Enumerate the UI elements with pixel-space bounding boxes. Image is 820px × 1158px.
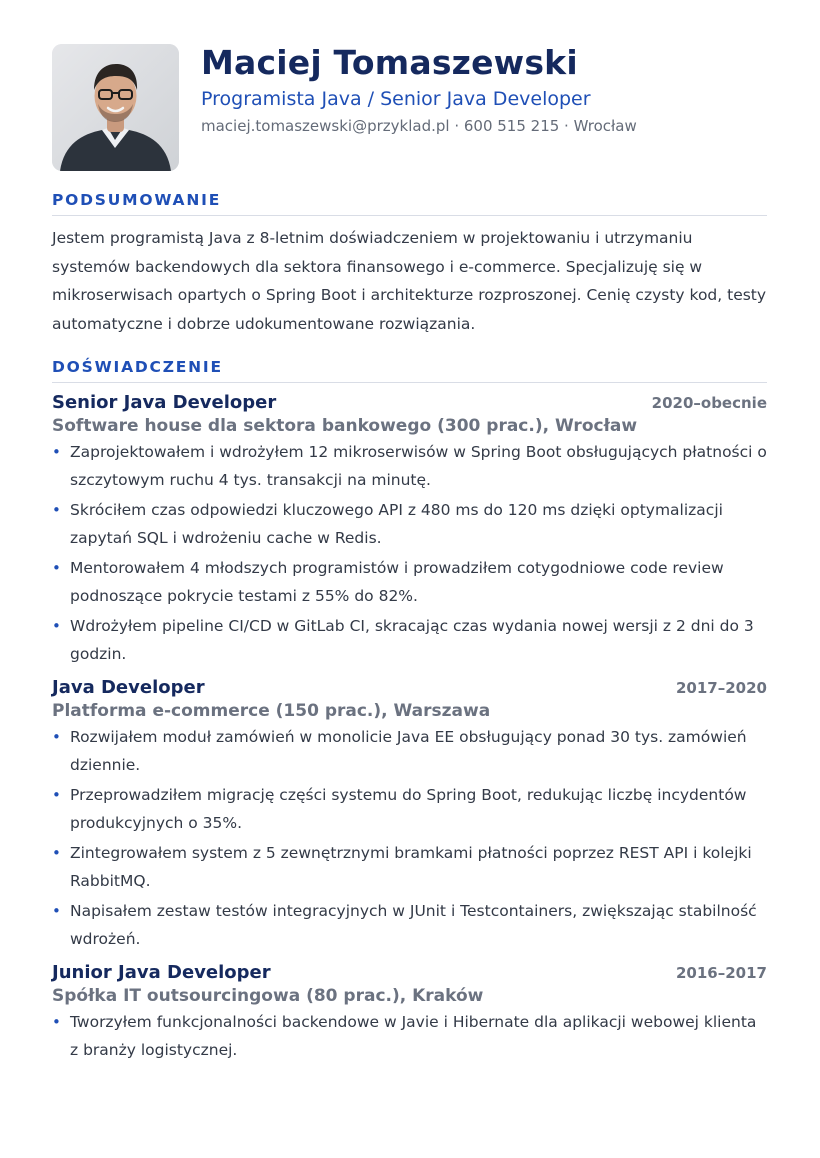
job-bullet-text: Zaprojektowałem i wdrożyłem 12 mikroserwisów w Spring Boot obsługujących płatności o szczytowym ruchu 4 tys. transakcji na minutę.	[70, 443, 767, 489]
job-bullet-text: Zintegrowałem system z 5 zewnętrznymi bramkami płatności poprzez REST API i kolejki RabbitMQ.	[70, 844, 752, 890]
job-company: Spółka IT outsourcingowa (80 prac.), Kraków	[52, 986, 484, 1006]
resume-header	[52, 44, 767, 171]
job-dates: 2020–obecnie	[651, 394, 767, 412]
job-company: Software house dla sektora bankowego (300 prac.), Wrocław	[52, 416, 638, 436]
bullet-dot-icon: •	[52, 559, 61, 577]
job-entry	[52, 392, 767, 668]
bullet-dot-icon: •	[52, 728, 61, 746]
bullet-dot-icon: •	[52, 902, 61, 920]
job-dates: 2017–2020	[676, 679, 767, 697]
candidate-name: Maciej Tomaszewski	[201, 43, 578, 82]
job-header	[52, 962, 767, 984]
job-title: Junior Java Developer	[52, 962, 271, 983]
candidate-role: Programista Java / Senior Java Developer	[201, 88, 591, 110]
job-bullet-text: Wdrożyłem pipeline CI/CD w GitLab CI, skracając czas wydania nowej wersji z 2 dni do 3 godzin.	[70, 617, 754, 663]
job-entry	[52, 962, 767, 1064]
job-bullet-text: Napisałem zestaw testów integracyjnych w JUnit i Testcontainers, zwiększając stabilność wdrożeń.	[70, 902, 757, 948]
job-title: Java Developer	[52, 677, 205, 698]
job-bullet-text: Przeprowadziłem migrację części systemu do Spring Boot, redukując liczbę incydentów produkcyjnych o 35%.	[70, 786, 747, 832]
job-bullet	[52, 1009, 767, 1064]
job-bullet-text: Skróciłem czas odpowiedzi kluczowego API z 480 ms do 120 ms dzięki optymalizacji zapytań SQL i wdrożeniu cache w Redis.	[70, 501, 723, 547]
job-bullets	[52, 439, 767, 668]
job-entry	[52, 677, 767, 953]
bullet-dot-icon: •	[52, 786, 61, 804]
profile-photo-illustration	[52, 44, 179, 171]
profile-photo	[52, 44, 179, 171]
summary-section	[52, 191, 767, 338]
contact-line: maciej.tomaszewski@przyklad.pl · 600 515 215 · Wrocław	[201, 117, 637, 135]
job-bullet	[52, 898, 767, 953]
summary-heading: PODSUMOWANIE	[52, 191, 767, 216]
job-bullet-text: Rozwijałem moduł zamówień w monolicie Java EE obsługujący ponad 30 tys. zamówień dziennie.	[70, 728, 747, 774]
experience-heading: DOŚWIADCZENIE	[52, 358, 767, 383]
job-bullet-text: Tworzyłem funkcjonalności backendowe w Javie i Hibernate dla aplikacji webowej klienta z branży logistycznej.	[70, 1013, 757, 1059]
job-bullet	[52, 555, 767, 610]
job-header	[52, 392, 767, 414]
job-bullet	[52, 613, 767, 668]
job-bullet-text: Mentorowałem 4 młodszych programistów i prowadziłem cotygodniowe code review podnoszące pokrycie testami z 55% do 82%.	[70, 559, 724, 605]
summary-text: Jestem programistą Java z 8-letnim doświadczeniem w projektowaniu i utrzymaniu systemów backendowych dla sektora finansowego i e-commerce. Specjalizuję się w mikroserwisach opartych o Spring Boot i architekturze rozproszonej. Cenię czysty kod, testy automatyczne i dobrze udokumentowane rozwiązania.	[52, 229, 767, 333]
bullet-dot-icon: •	[52, 1013, 61, 1031]
job-header	[52, 677, 767, 699]
job-bullets	[52, 724, 767, 953]
experience-section	[52, 358, 767, 1064]
job-bullet	[52, 439, 767, 494]
resume-page	[52, 44, 767, 1067]
bullet-dot-icon: •	[52, 443, 61, 461]
header-text	[201, 44, 637, 136]
bullet-dot-icon: •	[52, 844, 61, 862]
job-bullets	[52, 1009, 767, 1064]
job-title: Senior Java Developer	[52, 392, 277, 413]
bullet-dot-icon: •	[52, 501, 61, 519]
job-bullet	[52, 840, 767, 895]
job-bullet	[52, 497, 767, 552]
job-bullet	[52, 782, 767, 837]
job-bullet	[52, 724, 767, 779]
bullet-dot-icon: •	[52, 617, 61, 635]
job-company: Platforma e-commerce (150 prac.), Warszawa	[52, 701, 491, 721]
job-dates: 2016–2017	[676, 964, 767, 982]
